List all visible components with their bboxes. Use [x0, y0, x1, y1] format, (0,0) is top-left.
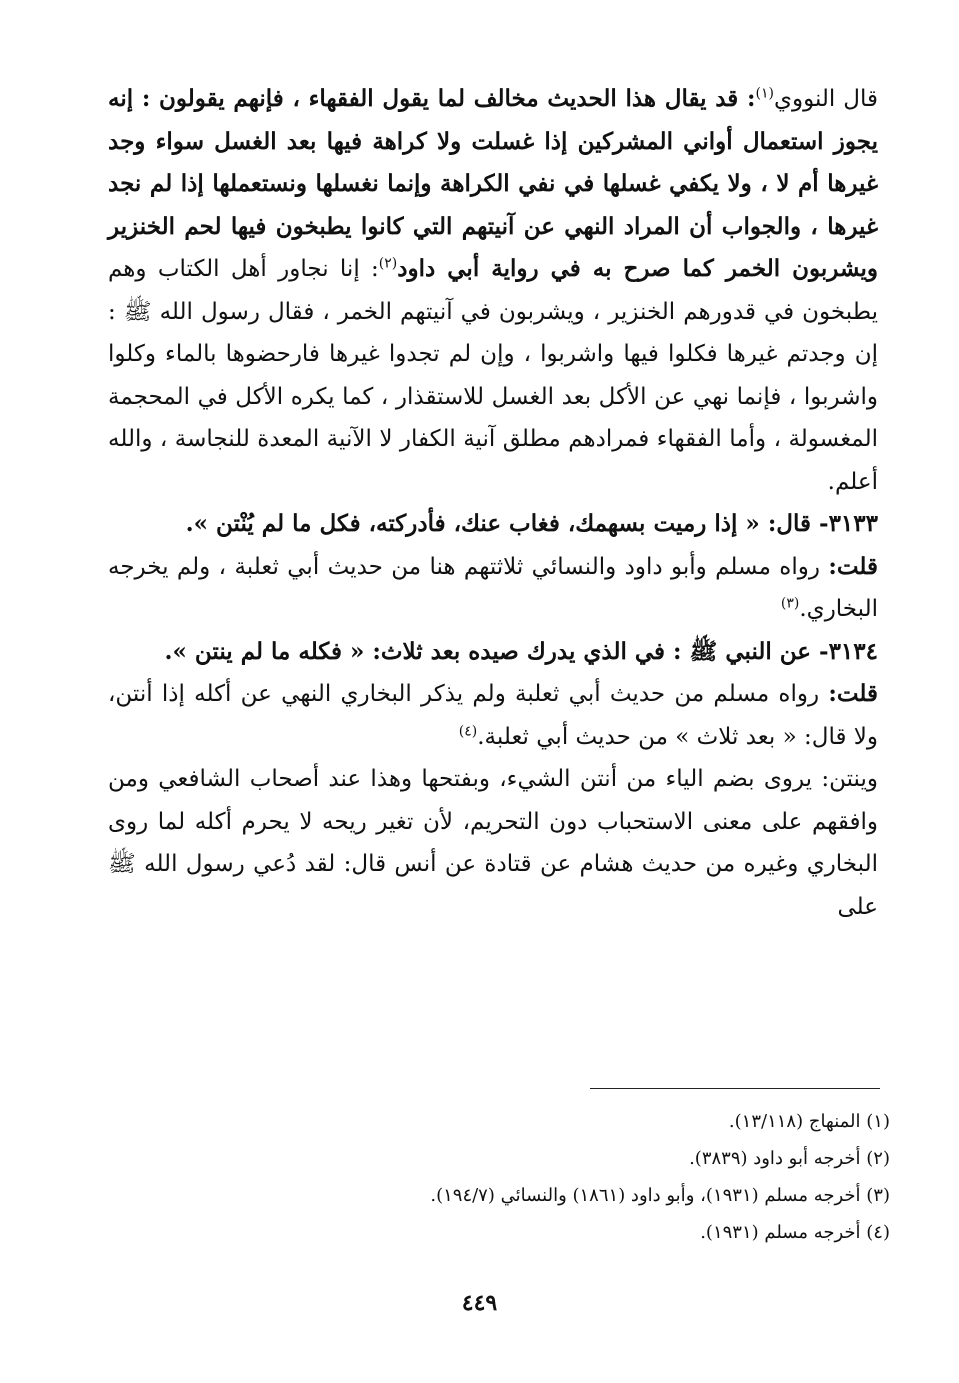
paragraph-nawawi — [108, 78, 878, 503]
commentary-text: رواه مسلم من حديث أبي ثعلبة ولم يذكر البخاري النهي عن أكله إذا أنتن، ولا قال: « بعد ثلاث » من حديث أبي ثعلبة. — [108, 681, 878, 750]
hadith-heading-3133: ٣١٣٣- قال: « إذا رميت بسهمك، فغاب عنك، فأدركته، فكل ما لم يُنْتن ». — [185, 510, 878, 537]
footnote-ref: (٤) — [458, 722, 478, 739]
paragraph-text: : قد يقال هذا الحديث مخالف لما يقول الفقهاء ، فإنهم يقولون : إنه يجوز استعمال أواني المشركين إذا غسلت ولا كراهة فيها بعد الغسل سواء وجد غيرها أم لا ، ولا يكفي غسلها في نفي الكراهة وإنما نغسلها ونستعملها إذا لم نجد غيرها ، والجواب أن المراد النهي عن آنيتهم التي كانوا يطبخون فيها لحم الخنزير ويشربون الخمر كما صرح به في رواية أبي داود — [108, 85, 878, 282]
paragraph-text: : إنا نجاور أهل الكتاب وهم يطبخون في قدورهم الخنزير ، ويشربون في آنيتهم الخمر ، فقال رسول الله ﷺ : إن وجدتم غيرها فكلوا فيها واشربوا ، وإن لم تجدوا غيرها فارحضوها بالماء وكلوا واشربوا ، فإنما نهي عن الأكل بعد الغسل للاستقذار ، كما يكره الأكل في المحجمة المغسولة ، وأما الفقهاء فمرادهم مطلق آنية الكفار لا الآنية المعدة للنجاسة ، والله أعلم. — [108, 256, 878, 495]
footnote-ref: (٣) — [780, 595, 800, 612]
footnote-item: (١) المنهاج (١٣/١١٨). — [728, 1111, 890, 1132]
paragraph-yuntin: وينتن: يروى بضم الياء من أنتن الشيء، وبفتحها وهذا عند أصحاب الشافعي ومن وافقهم على معنى الاستحباب دون التحريم، لأن تغير ريحه لا يحرم أكله لما روى البخاري وغيره من حديث هشام عن قتادة عن أنس قال: لقد دُعي رسول الله ﷺ على — [108, 766, 878, 920]
hadith-heading-3134: ٣١٣٤- عن النبي ﷺ : في الذي يدرك صيده بعد ثلاث: « فكله ما لم ينتن ». — [164, 637, 878, 665]
footnote-item: (٣) أخرجه مسلم (١٩٣١)، وأبو داود (١٨٦١) والنسائي (١٩٤/٧). — [430, 1185, 890, 1206]
footnote-divider — [590, 1088, 880, 1089]
footnotes — [150, 1103, 890, 1251]
commentary-label: قلت: — [828, 680, 879, 707]
footnote-item: (٢) أخرجه أبو داود (٣٨٣٩). — [689, 1148, 890, 1169]
paragraph-text: قال النووي — [773, 86, 879, 112]
commentary-text: رواه مسلم وأبو داود والنسائي ثلاثتهم هنا من حديث أبي ثعلبة ، ولم يخرجه البخاري. — [108, 553, 878, 622]
page-number: ٤٤٩ — [461, 1290, 498, 1316]
commentary-label: قلت: — [828, 552, 879, 580]
commentary-3133 — [108, 546, 878, 631]
main-text — [108, 78, 878, 928]
footnote-ref: (١) — [755, 85, 774, 102]
commentary-3134 — [108, 673, 878, 758]
footnote-ref: (٢) — [378, 255, 398, 272]
footnote-item: (٤) أخرجه مسلم (١٩٣١). — [700, 1222, 890, 1243]
